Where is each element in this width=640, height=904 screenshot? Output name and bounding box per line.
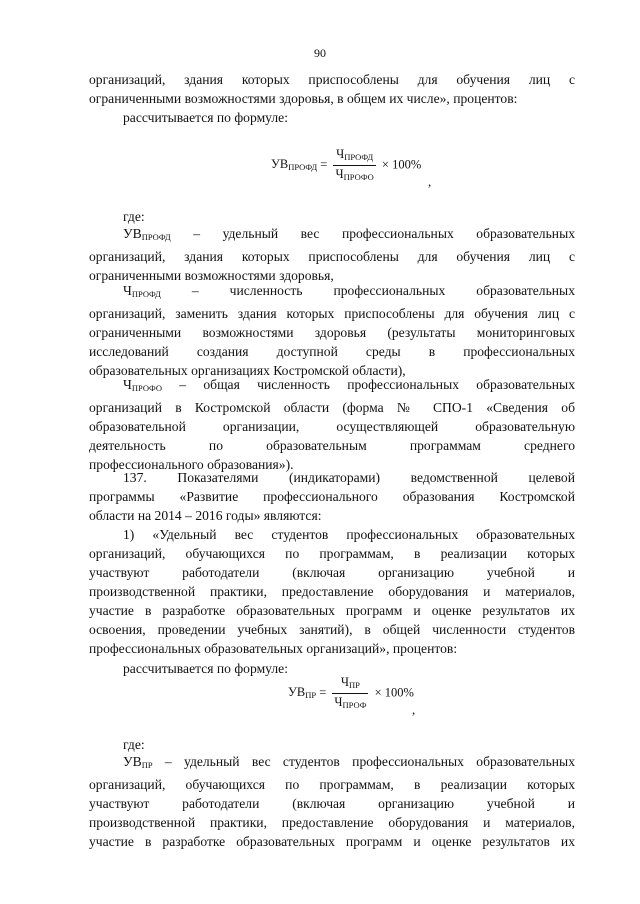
text-line: образовательных организациях Костромской области),: [89, 363, 406, 378]
text-line: профессионального образования»).: [89, 457, 294, 472]
page-number: 90: [314, 46, 326, 60]
formula-2: [288, 674, 414, 713]
numerator: $Ч_{ПР}$: [332, 674, 368, 694]
symbol: $УВ_{ПРОФД}$: [123, 226, 171, 242]
definition-4: [89, 752, 575, 851]
text-line: организаций, здания которых приспособлены для обучения лиц с: [89, 72, 575, 87]
text-line: освоения, проведении учебных занятий), в общей численности студентов: [89, 622, 575, 637]
fraction: [332, 674, 368, 713]
text-line: 137. Показателями (индикаторами) ведомственной целевой: [123, 470, 575, 485]
text-line: производственной практики, предоставление оборудования и материалов,: [89, 584, 575, 599]
definition-first-line: $УВ_{ПРОФД}$ – удельный вес профессиональных образовательных: [123, 226, 575, 242]
text-line: области на 2014 – 2016 годы» являются:: [89, 508, 322, 523]
text-line: ограниченными возможностями здоровья, в общем их числе», процентов:: [89, 91, 518, 106]
formula-comma: ,: [428, 174, 432, 189]
denominator: $Ч_{ПРОФ}$: [334, 695, 367, 710]
definition-first-line: $Ч_{ПРОФД}$ – численность профессиональных образовательных: [123, 283, 575, 299]
definition-3: [89, 375, 575, 474]
formula-1: [271, 146, 421, 185]
definition-2: [89, 281, 575, 380]
text-line: организаций, заменить здания которых приспособлены для обучения лиц с: [89, 306, 575, 321]
text-line: 1) «Удельный вес студентов профессиональных образовательных: [123, 527, 575, 542]
symbol: $Ч_{ПРОФО}$: [123, 377, 163, 393]
symbol: $Ч_{ПРОФД}$: [123, 283, 161, 299]
item-1: [89, 525, 575, 658]
multiplier: × 100%: [374, 685, 414, 700]
text-line: организаций, обучающихся по программам, в реализации которых: [89, 546, 575, 561]
fraction: [333, 146, 375, 185]
denominator: $Ч_{ПРОФО}$: [335, 167, 374, 182]
text-line: исследований создания доступной среды в профессиональных: [89, 344, 575, 359]
text-line: образовательной организации, осуществляющей образовательную: [89, 419, 575, 434]
definition-first-line: $Ч_{ПРОФО}$ – общая численность профессиональных образовательных: [123, 377, 575, 393]
text-line: ограниченными возможностями здоровья (результаты мониторинговых: [89, 325, 575, 340]
formula-intro-1: [89, 108, 575, 127]
numerator: $Ч_{ПРОФД}$: [333, 146, 375, 166]
formula-lhs: $УВ_{ПР}$: [288, 685, 317, 701]
text-line: деятельность по образовательным программам среднего: [89, 438, 575, 453]
formula-comma: ,: [412, 702, 416, 717]
text-line: профессиональных образовательных организаций», процентов:: [89, 641, 458, 656]
text-line: где:: [123, 737, 145, 752]
text-line: участвуют работодатели (включая организацию учебной и: [89, 796, 575, 811]
equals-sign: =: [319, 685, 327, 700]
text-line: рассчитывается по формуле:: [123, 661, 288, 676]
text-line: производственной практики, предоставление оборудования и материалов,: [89, 815, 575, 830]
text-line: организаций, здания которых приспособлены для обучения лиц с: [89, 249, 575, 264]
definition-first-line: $УВ_{ПР}$ – удельный вес студентов профессиональных образовательных: [123, 754, 575, 770]
symbol: $УВ_{ПР}$: [123, 754, 153, 770]
paragraph-top: [89, 70, 575, 108]
definition-1: [89, 224, 575, 285]
multiplier: × 100%: [381, 157, 422, 172]
text-line: участвуют работодатели (включая организацию учебной и: [89, 565, 575, 580]
text-line: рассчитывается по формуле:: [123, 110, 288, 125]
equals-sign: =: [320, 157, 328, 172]
text-line: участие в разработке образовательных программ и оценке результатов их: [89, 603, 575, 618]
text-line: ограниченными возможностями здоровья,: [89, 268, 334, 283]
paragraph-137: [89, 468, 575, 525]
text-line: где:: [123, 209, 145, 224]
text-line: участие в разработке образовательных программ и оценке результатов их: [89, 834, 575, 849]
formula-lhs: $УВ_{ПРОФД}$: [271, 157, 318, 173]
text-line: организаций, обучающихся по программам, в реализации которых: [89, 777, 575, 792]
text-line: организаций в Костромской области (форма № СПО-1 «Сведения об: [89, 400, 575, 415]
text-line: программы «Развитие профессионального образования Костромской: [89, 489, 575, 504]
